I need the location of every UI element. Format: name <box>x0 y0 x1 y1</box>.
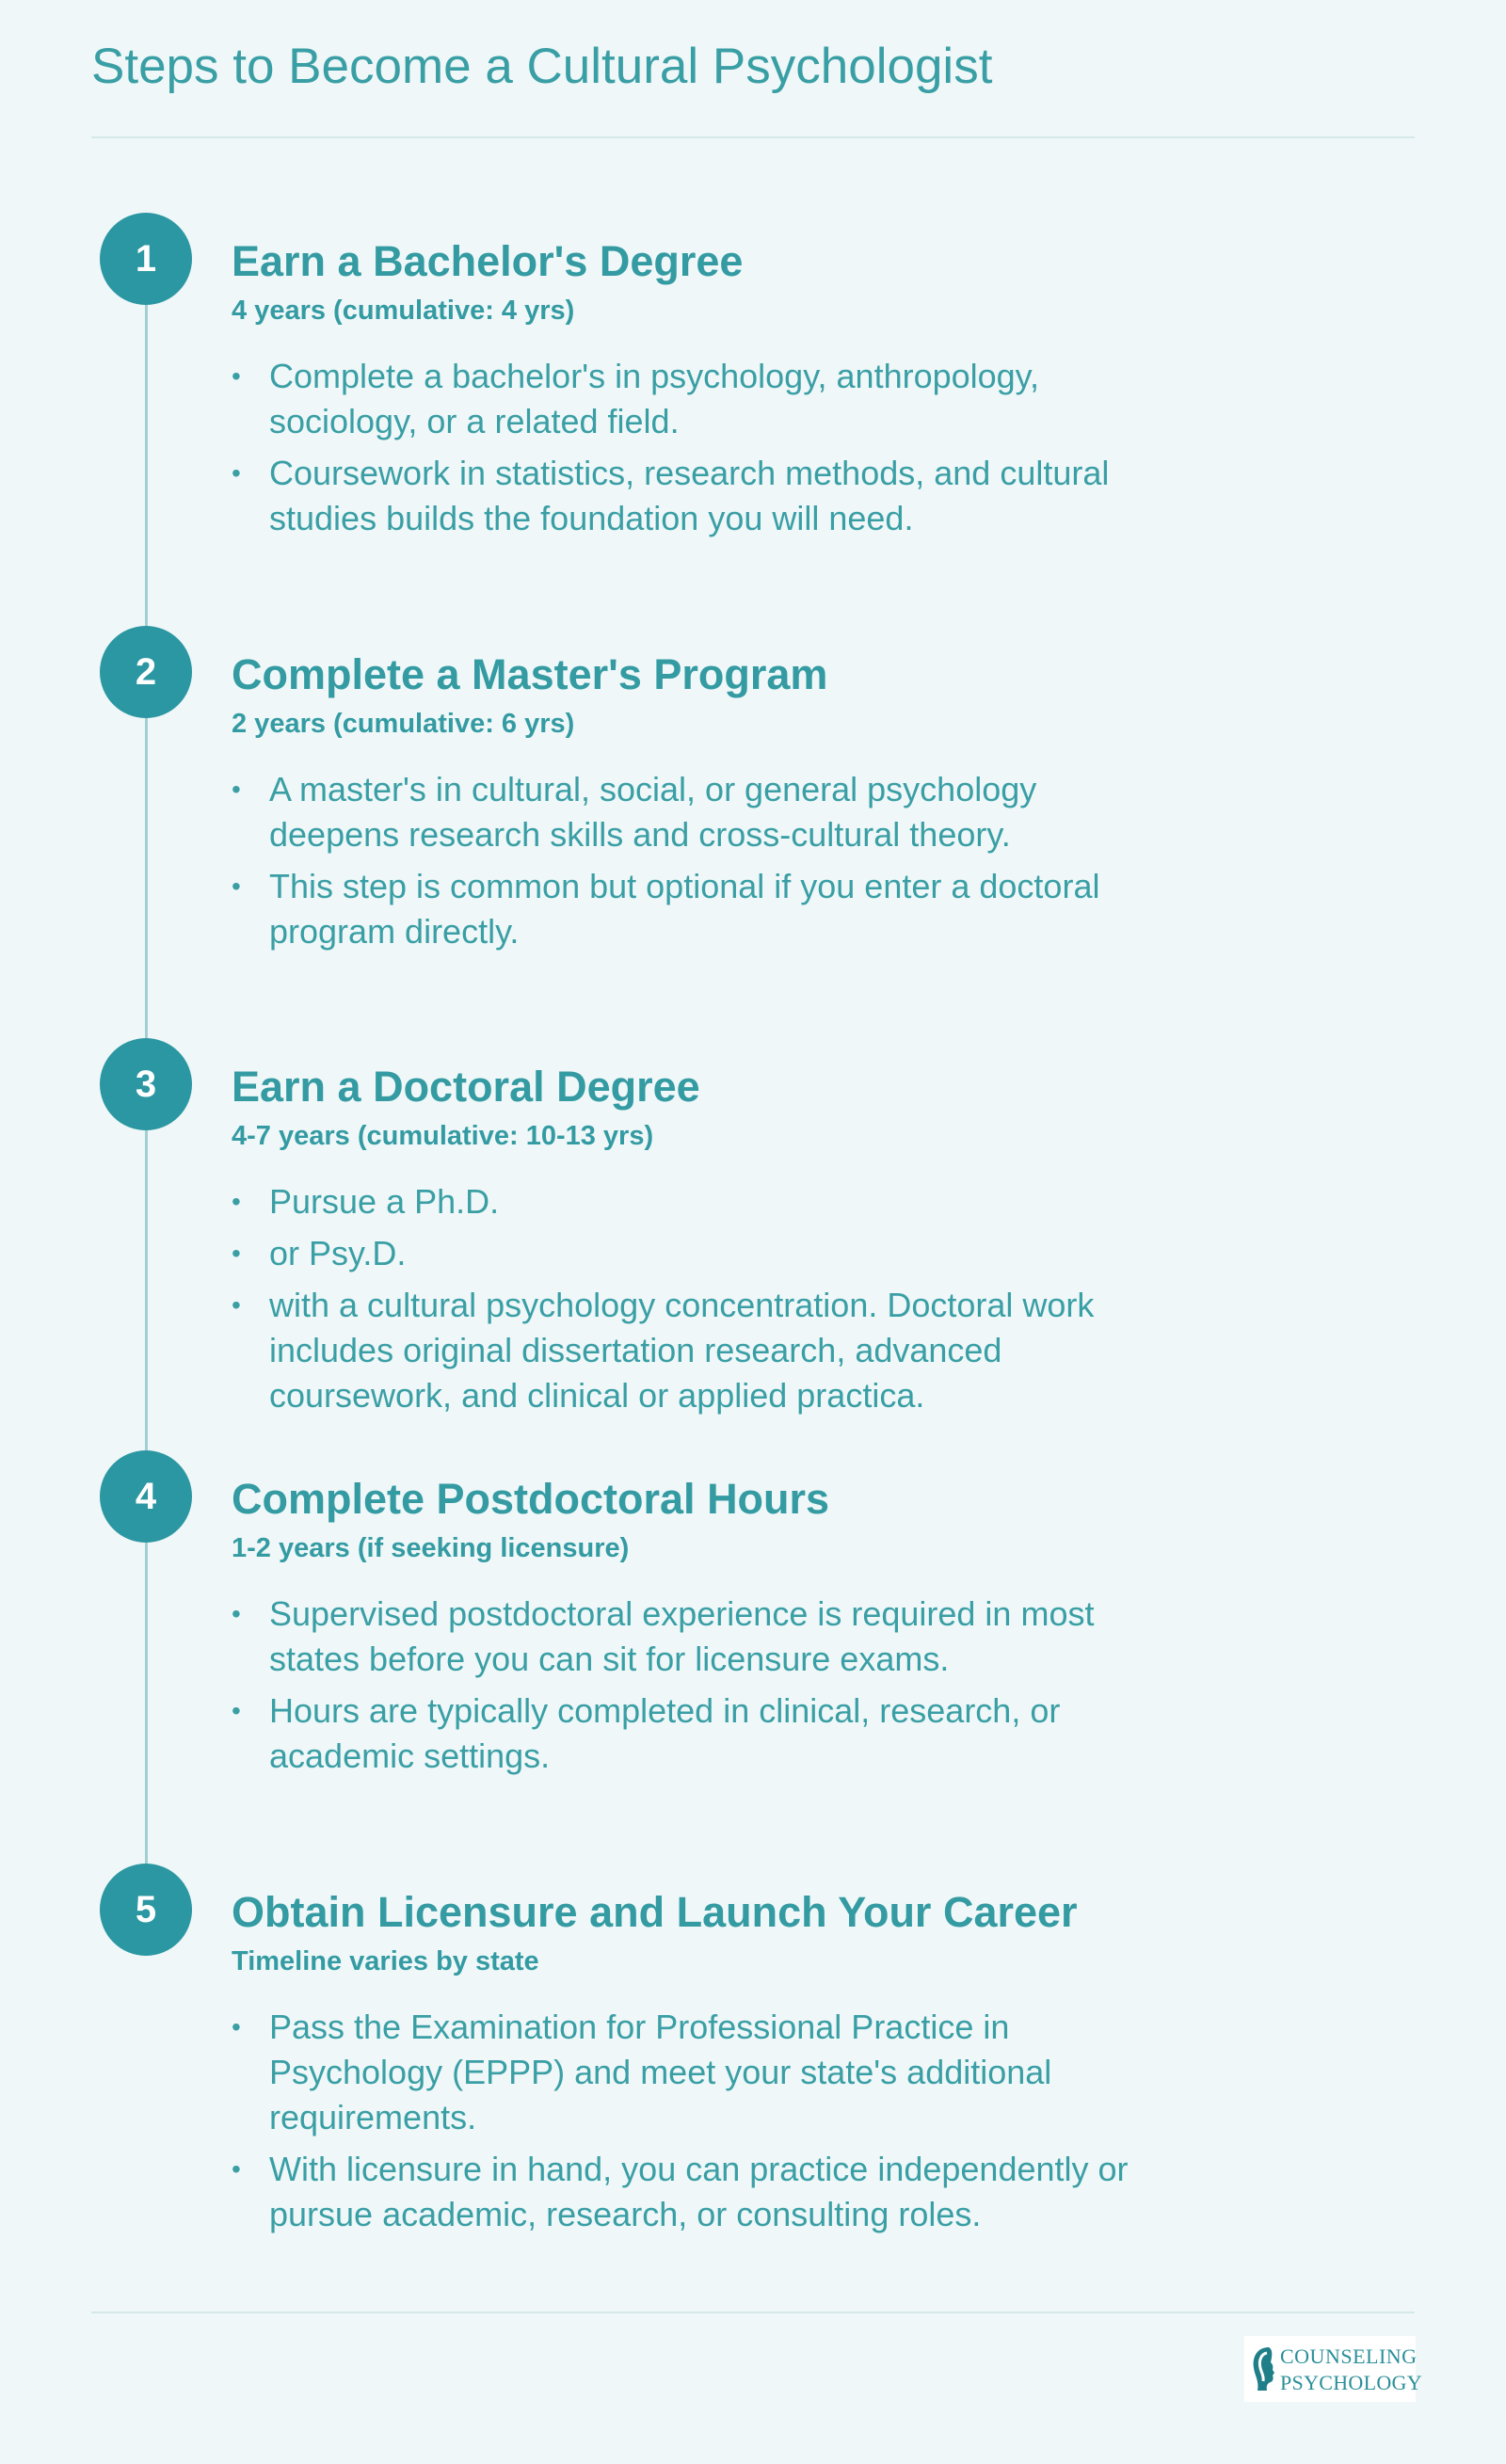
bullet-item: • Hours are typically completed in clinical, research, or academic settings. <box>232 1688 1173 1779</box>
head-profile-icon <box>1248 2344 1276 2394</box>
step-bullet-list <box>232 1179 1173 1425</box>
step-bullet-list <box>232 1592 1173 1785</box>
logo-text-line2: PSYCHOLOGY <box>1280 2371 1422 2394</box>
footer-divider <box>91 2312 1415 2313</box>
step-bullet-list <box>232 767 1173 961</box>
bullet-item: • Pass the Examination for Professional Practice in Psychology (EPPP) and meet your state's additional requirements. <box>232 2005 1173 2140</box>
step-title: Earn a Bachelor's Degree <box>232 237 744 285</box>
bullet-item: • A master's in cultural, social, or general psychology deepens research skills and cross-cultural theory. <box>232 767 1173 857</box>
step-duration: Timeline varies by state <box>232 1946 539 1976</box>
bullet-item: • Complete a bachelor's in psychology, anthropology, sociology, or a related field. <box>232 354 1173 444</box>
logo-text-line1: COUNSELING <box>1280 2344 1418 2368</box>
step-duration: 1-2 years (if seeking licensure) <box>232 1533 630 1563</box>
bullet-item: • Coursework in statistics, research methods, and cultural studies builds the foundation you will need. <box>232 451 1173 541</box>
step-duration: 2 years (cumulative: 6 yrs) <box>232 709 575 739</box>
step-number-badge: 4 <box>100 1450 192 1543</box>
step-title: Earn a Doctoral Degree <box>232 1063 700 1111</box>
step-duration: 4-7 years (cumulative: 10-13 yrs) <box>232 1121 654 1151</box>
step-bullet-list <box>232 2005 1173 2244</box>
step-title: Complete a Master's Program <box>232 650 828 698</box>
step-title: Complete Postdoctoral Hours <box>232 1475 830 1523</box>
bullet-item: • This step is common but optional if you enter a doctoral program directly. <box>232 864 1173 954</box>
step-number-badge: 2 <box>100 626 192 718</box>
step-duration: 4 years (cumulative: 4 yrs) <box>232 296 575 326</box>
counseling-psychology-logo <box>1244 2336 1422 2402</box>
bullet-item: • with a cultural psychology concentration. Doctoral work includes original dissertation research, advanced coursework, and clinical or applied practica. <box>232 1283 1173 1418</box>
step-bullet-list <box>232 354 1173 548</box>
step-number-badge: 3 <box>100 1038 192 1130</box>
step-number-badge: 5 <box>100 1864 192 1956</box>
bullet-item: • Supervised postdoctoral experience is required in most states before you can sit for licensure exams. <box>232 1592 1173 1682</box>
bullet-item: • Pursue a Ph.D. <box>232 1179 1173 1224</box>
bullet-item: • or Psy.D. <box>232 1231 1173 1276</box>
step-number-badge: 1 <box>100 213 192 305</box>
bullet-item: • With licensure in hand, you can practice independently or pursue academic, research, or consulting roles. <box>232 2147 1173 2237</box>
step-title: Obtain Licensure and Launch Your Career <box>232 1888 1078 1936</box>
header-divider <box>91 136 1415 138</box>
page-title: Steps to Become a Cultural Psychologist <box>91 39 993 94</box>
